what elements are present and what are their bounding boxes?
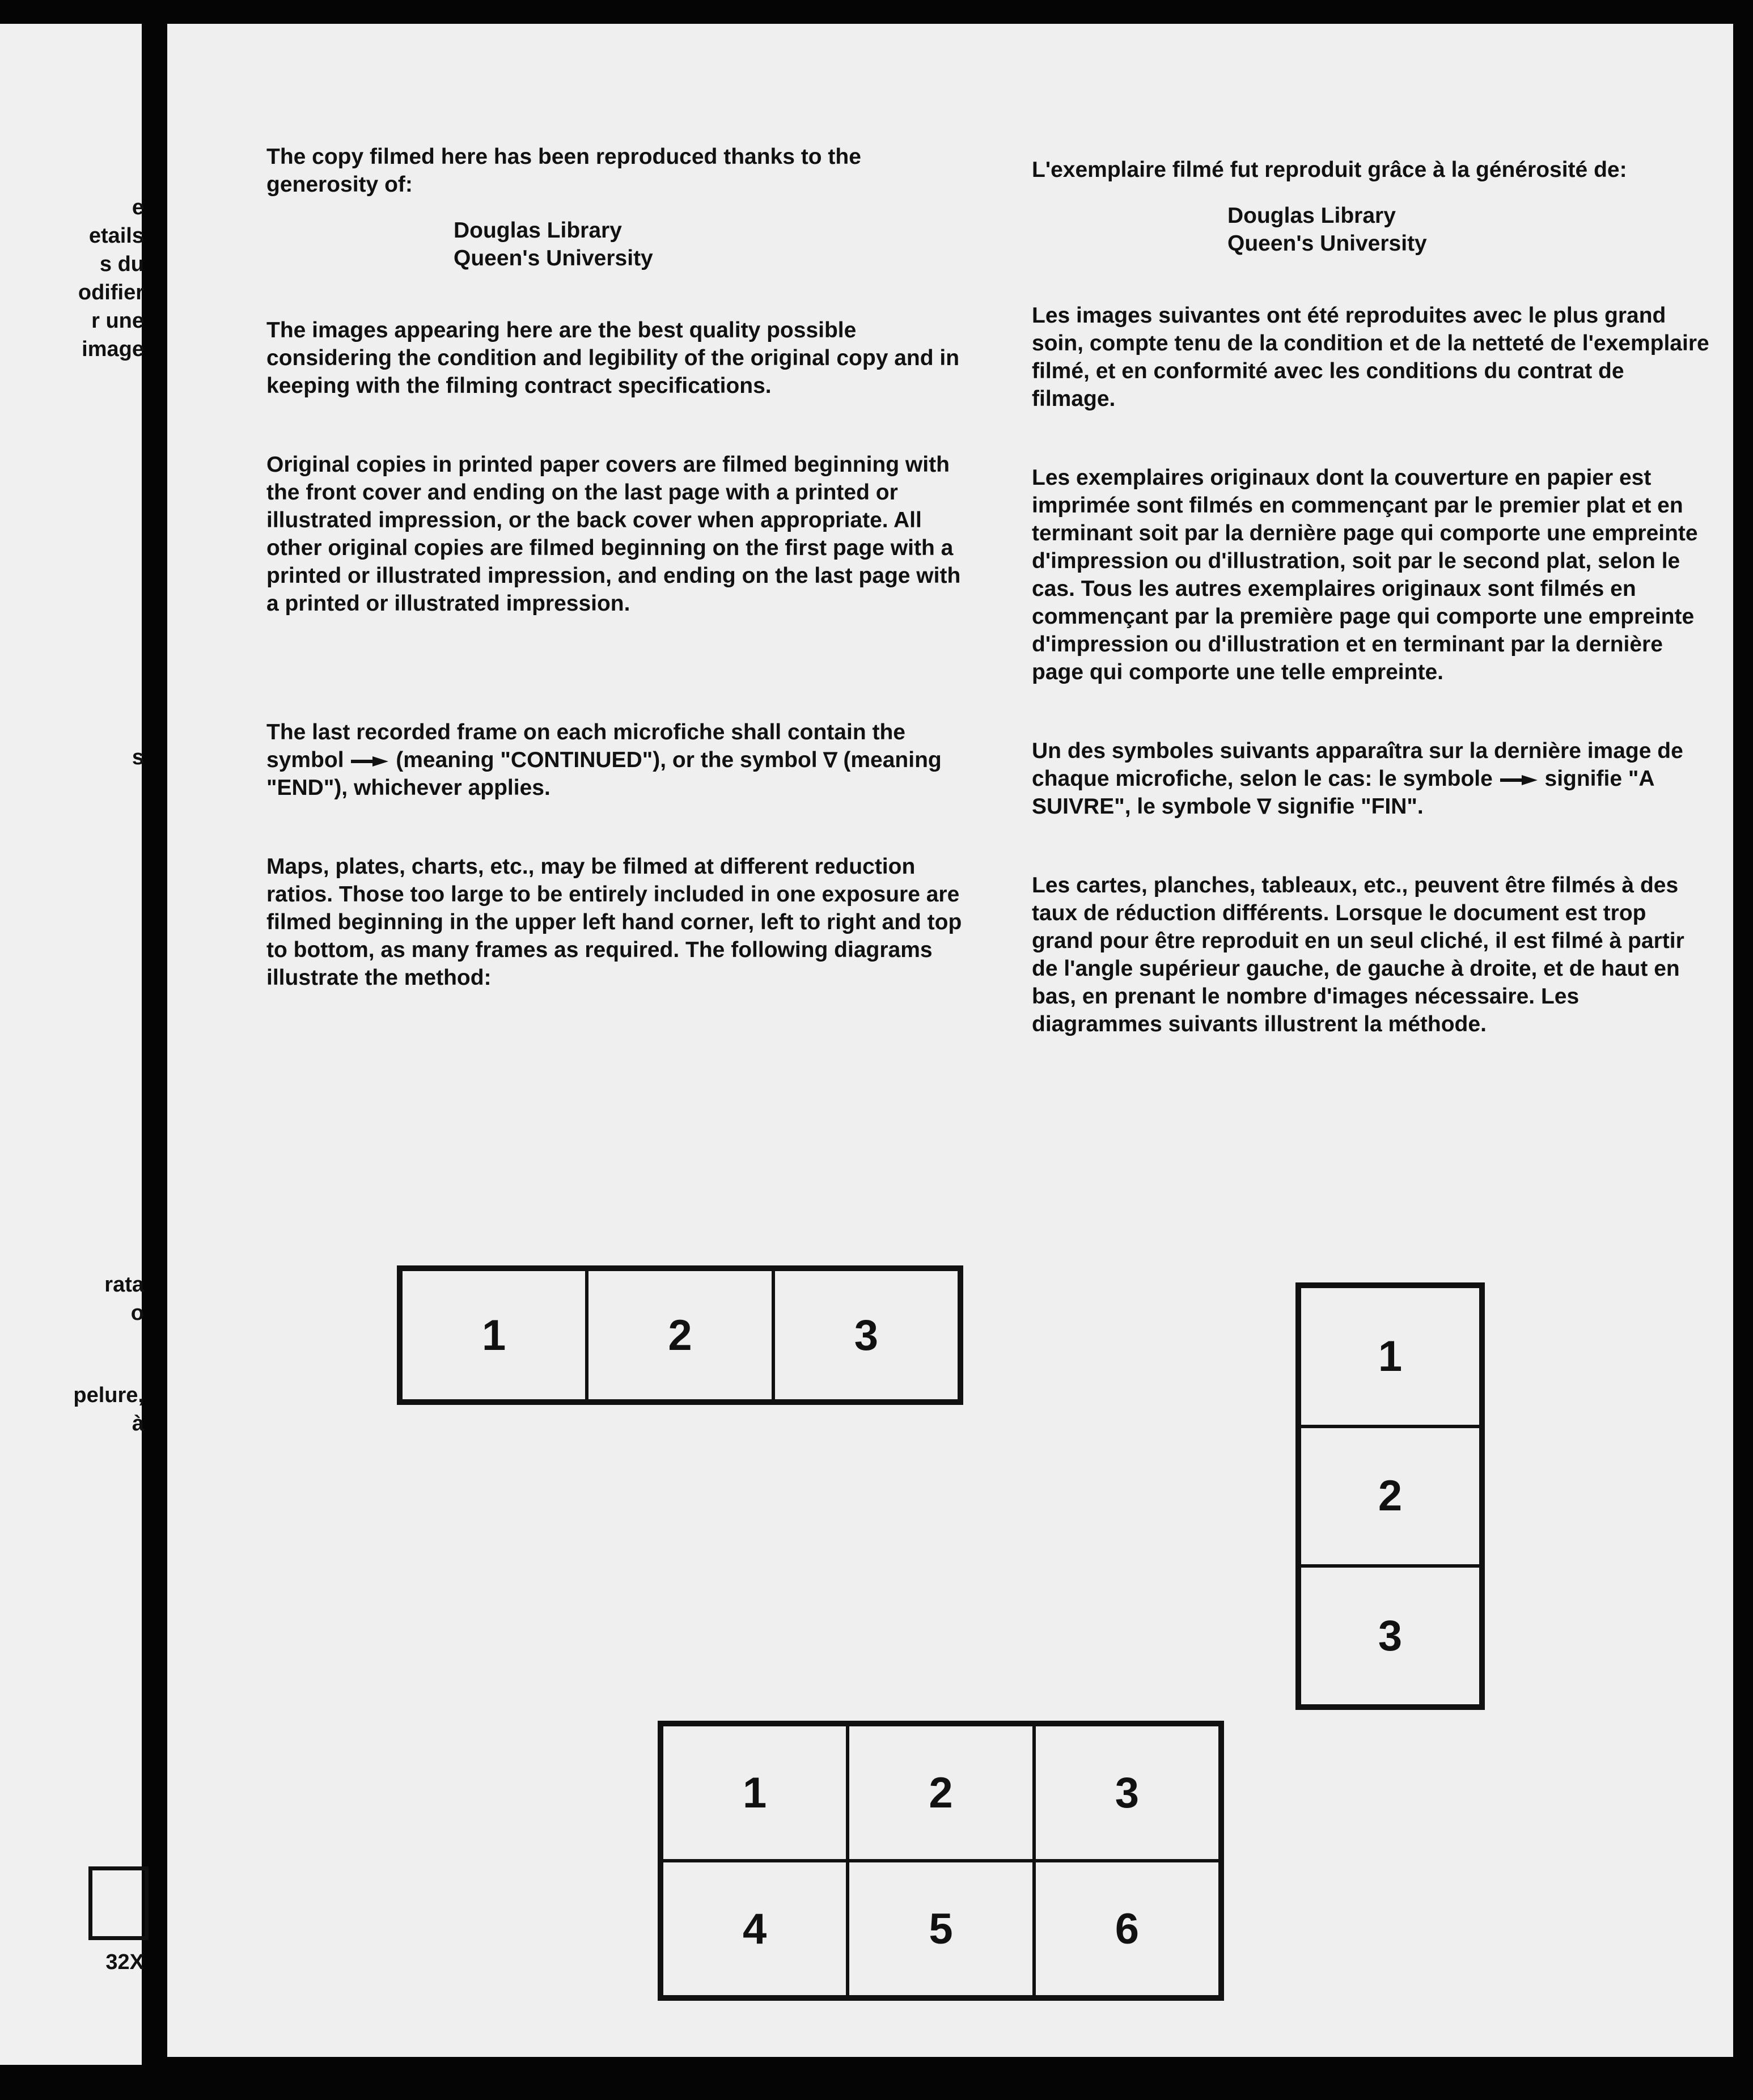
quality-paragraph: Les images suivantes ont été reproduites avec le plus grand soin, compte tenu de la condition et de la netteté de l'exemplaire filmé, et en conformité avec les conditions du contrat de filmage. xyxy=(1032,303,1709,411)
fragment-text: image xyxy=(82,337,144,361)
frame-cell: 3 xyxy=(773,1269,959,1401)
fragment-text: e xyxy=(132,196,144,219)
fragment-text: r une xyxy=(91,309,144,333)
frame-cell: 3 xyxy=(1299,1566,1481,1706)
symbols-paragraph: The last recorded frame on each microfiche shall contain the symbol (meaning "CONTINUED"), or the symbol ∇ (meaning "END"), whichever applies. xyxy=(266,720,942,800)
frame-cell: 6 xyxy=(1034,1861,1220,1997)
maps-paragraph: Les cartes, planches, tableaux, etc., peuvent être filmés à des taux de réduction différents. Lorsque le document est trop grand pour être reproduit en un seul cliché, il est filmé à partir de l'angle supérieur gauche, de gauche à droite, et de haut en bas, en prenant le nombre d'images nécessaire. Les diagrammes suivants illustrent la méthode. xyxy=(1032,873,1684,1036)
credit-university: Queen's University xyxy=(1227,231,1427,256)
frame-cell: 2 xyxy=(848,1725,1034,1861)
credit-block xyxy=(454,217,964,272)
originals-paragraph: Les exemplaires originaux dont la couverture en papier est imprimée sont filmés en commençant par le premier plat et en terminant soit par la dernière page qui comporte une empreinte d'impression ou d'illustration, soit par le second plat, selon le cas. Tous les autres exemplaires originaux sont filmés en commençant par la première page qui comporte une empreinte d'impression ou d'illustration et en terminant par la dernière page qui comporte une telle empreinte. xyxy=(1032,465,1698,684)
maps-paragraph: Maps, plates, charts, etc., may be filmed at different reduction ratios. Those too large to be entirely included in one exposure are filmed beginning in the upper left hand corner, left to right and top to bottom, as many frames as required. The following diagrams illustrate the method: xyxy=(266,854,962,990)
diagram-grid-frames xyxy=(658,1721,1224,2001)
credit-university: Queen's University xyxy=(454,246,653,270)
fragment-text: rata xyxy=(104,1273,144,1297)
fragment-text: à xyxy=(132,1412,144,1436)
reduction-box xyxy=(88,1866,149,1940)
english-column xyxy=(266,143,964,992)
fragment-text: odifier xyxy=(78,281,144,304)
credit-library: Douglas Library xyxy=(454,218,622,243)
french-column xyxy=(1032,156,1712,1038)
intro-text: The copy filmed here has been reproduced thanks to the generosity of: xyxy=(266,145,861,197)
previous-page-edge xyxy=(0,24,142,2065)
document-page xyxy=(167,24,1733,2057)
fragment-text: o xyxy=(130,1301,144,1325)
diagram-horizontal-frames xyxy=(397,1265,963,1405)
symbols-paragraph: Un des symboles suivants apparaîtra sur la dernière image de chaque microfiche, selon le cas: le symbole signifie "A SUIVRE", le symbole ∇ signifie "FIN". xyxy=(1032,739,1683,819)
intro-text: L'exemplaire filmé fut reproduit grâce à la générosité de: xyxy=(1032,158,1627,182)
credit-block xyxy=(1227,202,1712,257)
fragment-text: s du xyxy=(99,252,144,276)
frame-cell: 2 xyxy=(587,1269,773,1401)
diagram-vertical-frames xyxy=(1295,1282,1485,1710)
end-triangle-icon: ∇ xyxy=(1257,795,1271,818)
fragment-text: pelure, xyxy=(73,1383,144,1407)
continued-arrow-icon xyxy=(350,756,389,767)
frame-cell: 5 xyxy=(848,1861,1034,1997)
frame-cell: 4 xyxy=(662,1861,848,1997)
continued-arrow-icon xyxy=(1499,774,1539,786)
reduction-label: 32X xyxy=(105,1950,144,1974)
fragment-text: etails xyxy=(88,224,144,248)
frame-cell: 3 xyxy=(1034,1725,1220,1861)
originals-paragraph: Original copies in printed paper covers are filmed beginning with the front cover and ending on the last page with a printed or illustrated impression, or the back cover when appropriate. All other original copies are filmed beginning on the first page with a printed or illustrated impression, and ending on the last page with a printed or illustrated impression. xyxy=(266,452,961,616)
frame-cell: 1 xyxy=(401,1269,587,1401)
frame-cell: 2 xyxy=(1299,1426,1481,1566)
frame-cell: 1 xyxy=(1299,1286,1481,1426)
quality-paragraph: The images appearing here are the best quality possible considering the condition and legibility of the original copy and in keeping with the filming contract specifications. xyxy=(266,318,960,398)
credit-library: Douglas Library xyxy=(1227,204,1396,228)
frame-cell: 1 xyxy=(662,1725,848,1861)
fragment-text: s xyxy=(132,746,144,769)
end-triangle-icon: ∇ xyxy=(823,748,837,772)
